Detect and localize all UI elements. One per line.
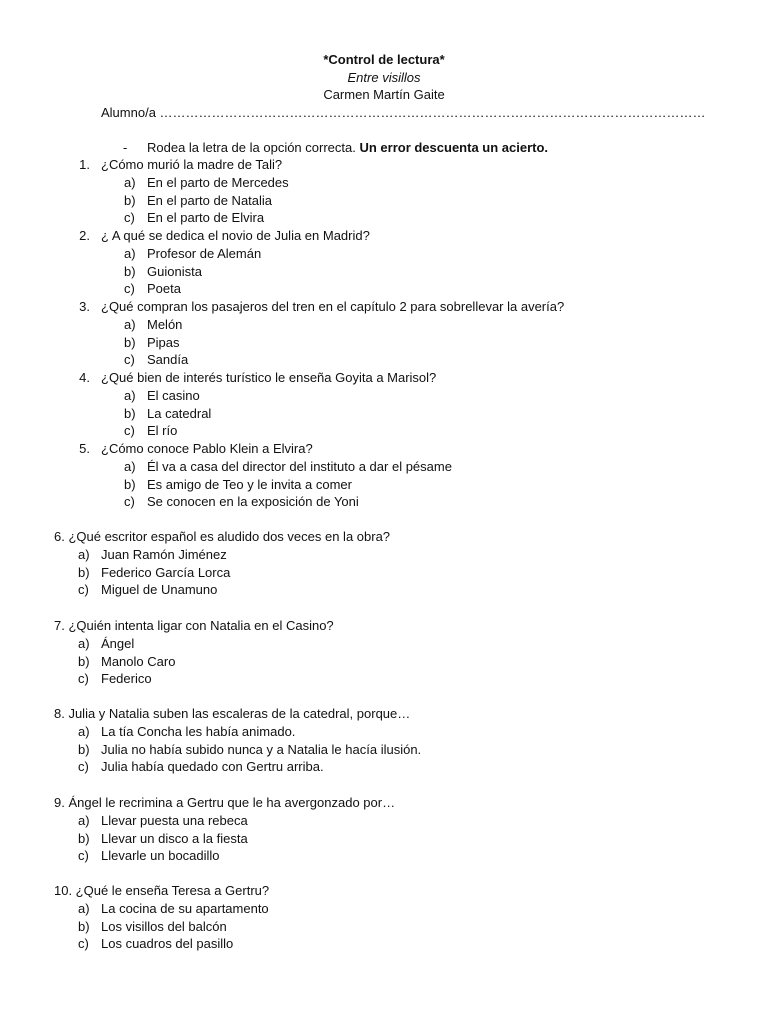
option-text: Juan Ramón Jiménez <box>101 546 227 562</box>
option-text: Manolo Caro <box>101 653 176 669</box>
option-text: Se conocen en la exposición de Yoni <box>147 494 359 510</box>
question-text: 7. ¿Quién intenta ligar con Natalia en el Casino? <box>54 618 334 633</box>
option-text: Él va a casa del director del instituto a dar el pésame <box>147 458 452 474</box>
option-text: En el parto de Elvira <box>147 210 265 226</box>
question-number: 2. <box>79 228 90 243</box>
option-letter: a) <box>78 723 90 739</box>
option-letter: c) <box>78 582 89 598</box>
option-letter: c) <box>78 848 89 864</box>
option-letter: c) <box>124 494 135 510</box>
option-letter: a) <box>124 387 136 403</box>
option-text: La cocina de su apartamento <box>101 900 269 916</box>
option-text: Profesor de Alemán <box>147 245 262 261</box>
question-text: ¿Cómo murió la madre de Tali? <box>101 157 283 172</box>
instruction-warning: Un error descuenta un acierto. <box>359 140 549 155</box>
option-letter: b) <box>78 918 90 934</box>
question-text: ¿Qué compran los pasajeros del tren en el capítulo 2 para sobrellevar la avería? <box>101 299 565 314</box>
question-text: ¿ A qué se dedica el novio de Julia en Madrid? <box>101 228 370 243</box>
instruction-line <box>123 139 548 157</box>
option-text: La tía Concha les había animado. <box>101 723 296 739</box>
question-text: 9. Ángel le recrimina a Gertru que le ha avergonzado por… <box>54 795 396 810</box>
option-text: Los visillos del balcón <box>101 918 227 934</box>
option-letter: b) <box>124 476 136 492</box>
option-letter: b) <box>78 653 90 669</box>
option-text: Julia no había subido nunca y a Natalia le hacía ilusión. <box>101 741 422 757</box>
option-text: Llevarle un bocadillo <box>101 848 220 864</box>
book-title: Entre visillos <box>347 70 421 85</box>
option-text: En el parto de Mercedes <box>147 174 289 190</box>
question-text: 8. Julia y Natalia suben las escaleras de la catedral, porque… <box>54 706 411 721</box>
option-letter: c) <box>124 352 135 368</box>
option-letter: b) <box>124 405 136 421</box>
option-text: Federico García Lorca <box>101 564 231 580</box>
option-letter: c) <box>78 759 89 775</box>
instruction-text: Rodea la letra de la opción correcta. <box>147 140 360 155</box>
question-text: ¿Qué bien de interés turístico le enseña Goyita a Marisol? <box>101 370 437 385</box>
option-text: Ángel <box>101 635 135 651</box>
option-letter: c) <box>124 281 135 297</box>
option-text: Los cuadros del pasillo <box>101 936 234 952</box>
option-text: Sandía <box>147 352 189 368</box>
option-letter: c) <box>78 671 89 687</box>
option-text: Guionista <box>147 263 202 279</box>
option-text: En el parto de Natalia <box>147 192 273 208</box>
option-letter: b) <box>124 192 136 208</box>
question-text: 10. ¿Qué le enseña Teresa a Gertru? <box>54 883 270 898</box>
question-number: 3. <box>79 299 90 314</box>
option-letter: a) <box>124 245 136 261</box>
option-letter: a) <box>124 458 136 474</box>
option-letter: a) <box>78 546 90 562</box>
option-text: Julia había quedado con Gertru arriba. <box>101 759 324 775</box>
option-text: El casino <box>147 387 200 403</box>
option-letter: a) <box>124 174 136 190</box>
option-letter: c) <box>124 423 135 439</box>
option-text: Melón <box>147 316 183 332</box>
question-text: 6. ¿Qué escritor español es aludido dos veces en la obra? <box>54 529 391 544</box>
option-letter: c) <box>78 936 89 952</box>
student-name-line: Alumno/a ……………………………………………………………………………………………………………… <box>101 105 706 120</box>
option-letter: b) <box>124 334 136 350</box>
question-number: 5. <box>79 441 90 456</box>
option-letter: a) <box>78 900 90 916</box>
option-text: La catedral <box>147 405 212 421</box>
option-text: Pipas <box>147 334 180 350</box>
option-text: Federico <box>101 671 152 687</box>
option-text: Miguel de Unamuno <box>101 582 218 598</box>
book-author: Carmen Martín Gaite <box>323 87 445 102</box>
option-letter: b) <box>124 263 136 279</box>
option-letter: b) <box>78 741 90 757</box>
document-title: *Control de lectura* <box>323 52 445 67</box>
option-letter: b) <box>78 564 90 580</box>
option-text: Llevar un disco a la fiesta <box>101 830 248 846</box>
option-text: El río <box>147 423 178 439</box>
option-text: Poeta <box>147 281 181 297</box>
option-letter: a) <box>124 316 136 332</box>
instruction-bullet: - <box>123 140 128 155</box>
question-number: 1. <box>79 157 90 172</box>
option-letter: a) <box>78 635 90 651</box>
option-letter: b) <box>78 830 90 846</box>
option-letter: c) <box>124 210 135 226</box>
question-number: 4. <box>79 370 90 385</box>
question-text: ¿Cómo conoce Pablo Klein a Elvira? <box>101 441 313 456</box>
option-text: Llevar puesta una rebeca <box>101 812 248 828</box>
option-text: Es amigo de Teo y le invita a comer <box>147 476 352 492</box>
option-letter: a) <box>78 812 90 828</box>
